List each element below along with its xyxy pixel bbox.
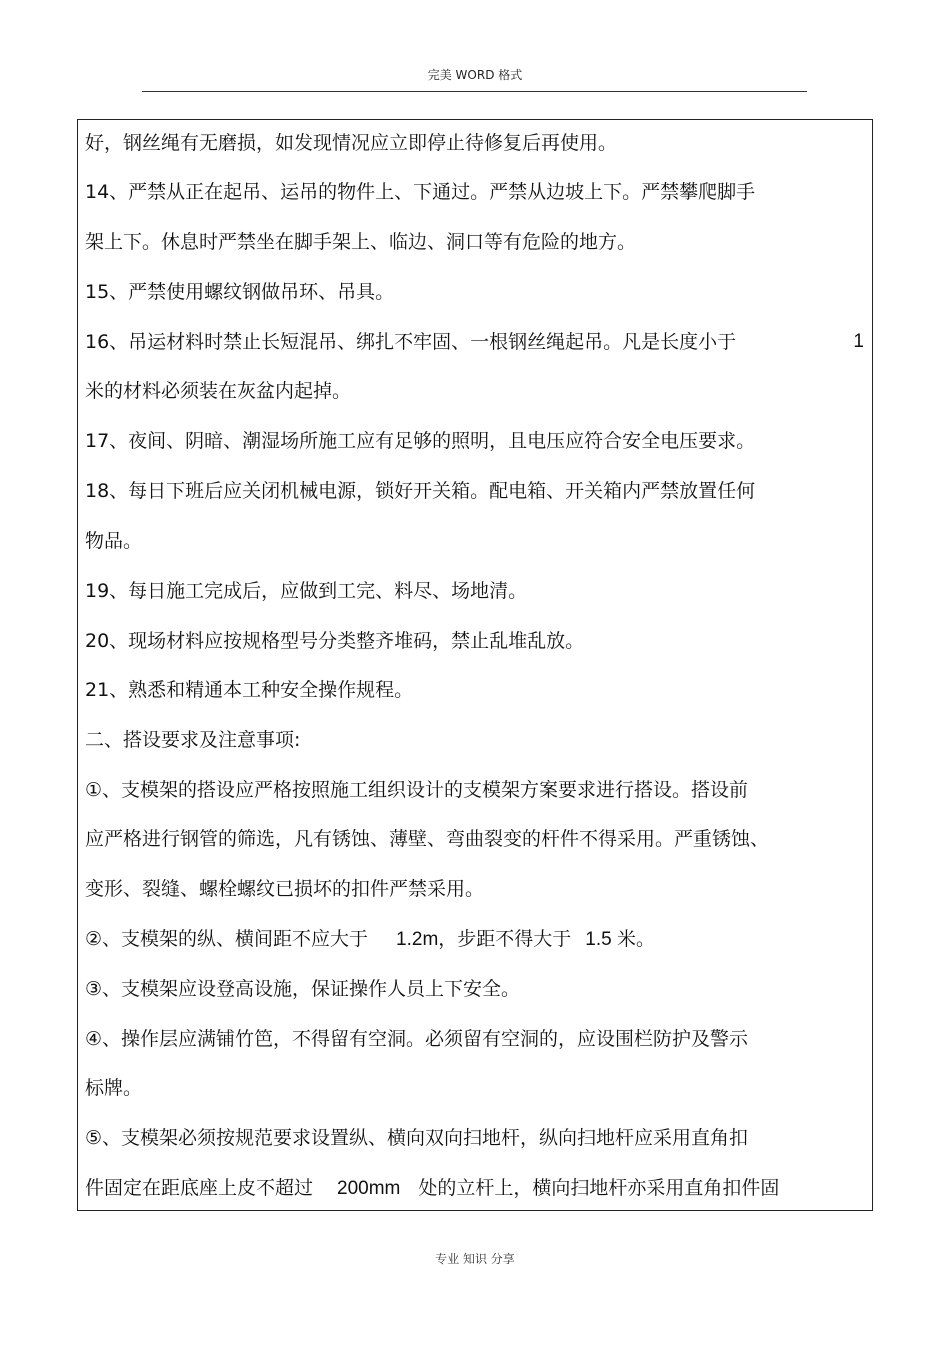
header-rule — [142, 91, 807, 92]
spacing-text-b: 1.2m，步距不得大于 — [396, 929, 572, 950]
spacing-text-a: ②、支模架的纵、横间距不应大于 — [85, 928, 369, 950]
text-line: 16、吊运材料时禁止长短混吊、绑扎不牢固、一根钢丝绳起吊。凡是长度小于 — [85, 331, 737, 353]
section-heading: 二、搭设要求及注意事项: — [85, 729, 301, 751]
text-line: ③、支模架应设登高设施，保证操作人员上下安全。 — [85, 978, 521, 1000]
sweep-pole-line — [85, 1175, 779, 1201]
text-line: ⑤、支模架必须按规范要求设置纵、横向双向扫地杆，纵向扫地杆应采用直角扣 — [85, 1127, 749, 1149]
spacing-text-c: 1.5 米。 — [585, 929, 655, 950]
text-line: ①、支模架的搭设应严格按照施工组织设计的支模架方案要求进行搭设。搭设前 — [85, 779, 749, 801]
spacing-requirement-line — [85, 926, 655, 952]
text-line: 物品。 — [85, 530, 143, 552]
line-16-tail-number: 1 — [853, 331, 864, 352]
text-line: 标牌。 — [85, 1077, 143, 1099]
text-line: 架上下。休息时严禁坐在脚手架上、临边、洞口等有危险的地方。 — [85, 231, 637, 253]
page-footer: 专业 知识 分享 — [435, 1252, 515, 1266]
text-line: 变形、裂缝、螺栓螺纹已损坏的扣件严禁采用。 — [85, 878, 485, 900]
text-line: ④、操作层应满铺竹笆，不得留有空洞。必须留有空洞的，应设围栏防护及警示 — [85, 1028, 749, 1050]
text-line: 15、严禁使用螺纹钢做吊环、吊具。 — [85, 281, 395, 303]
text-line: 21、熟悉和精通本工种安全操作规程。 — [85, 679, 414, 701]
text-line: 应严格进行钢管的筛选，凡有锈蚀、薄壁、弯曲裂变的杆件不得采用。严重锈蚀、 — [85, 828, 770, 850]
page-header: 完美 WORD 格式 — [427, 68, 523, 82]
last-text-c: 处的立杆上，横向扫地杆亦采用直角扣件固 — [418, 1177, 780, 1199]
text-line: 19、每日施工完成后，应做到工完、料尽、场地清。 — [85, 580, 528, 602]
text-line: 17、夜间、阴暗、潮湿场所施工应有足够的照明，且电压应符合安全电压要求。 — [85, 430, 756, 452]
text-line: 好，钢丝绳有无磨损，如发现情况应立即停止待修复后再使用。 — [85, 132, 618, 154]
content-box — [77, 119, 873, 1211]
text-line: 18、每日下班后应关闭机械电源，锁好开关箱。配电箱、开关箱内严禁放置任何 — [85, 480, 756, 502]
last-text-a: 件固定在距底座上皮不超过 — [85, 1177, 314, 1199]
last-text-b: 200mm — [337, 1178, 401, 1199]
text-line: 20、现场材料应按规格型号分类整齐堆码，禁止乱堆乱放。 — [85, 630, 585, 652]
text-line: 14、严禁从正在起吊、运吊的物件上、下通过。严禁从边坡上下。严禁攀爬脚手 — [85, 181, 756, 203]
text-line: 米的材料必须装在灰盆内起掉。 — [85, 380, 352, 402]
